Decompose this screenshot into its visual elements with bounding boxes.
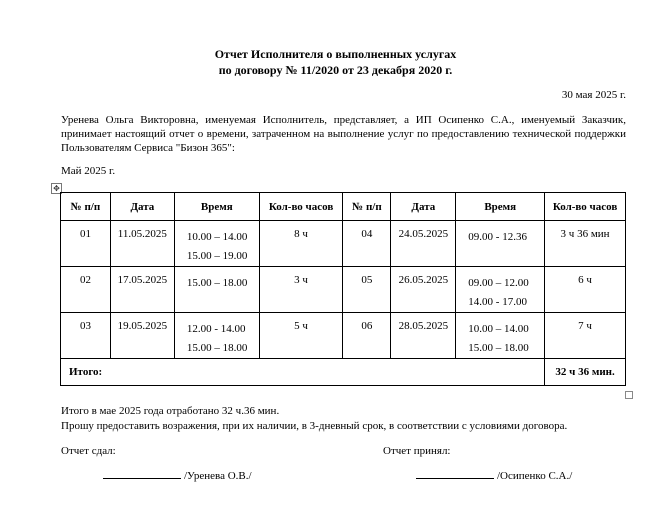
cell-num[interactable]: 03: [61, 313, 111, 359]
cell-time[interactable]: [174, 267, 259, 313]
cell-hours[interactable]: 6 ч: [545, 267, 626, 313]
signature-blank-line: [416, 468, 494, 479]
summary-request-line: Прошу предоставить возражения, при их наличии, в 3-дневный срок, в соответствии с условиями договора.: [61, 420, 568, 432]
col-header-date: Дата: [110, 193, 174, 221]
col-header-num-2: № п/п: [343, 193, 391, 221]
total-label[interactable]: Итого:: [61, 359, 545, 386]
cell-num[interactable]: 02: [61, 267, 111, 313]
col-header-hours-2: Кол-во часов: [545, 193, 626, 221]
contract-reference: по договору № 11/2020 от 23 декабря 2020 г.: [218, 63, 453, 77]
cell-time[interactable]: [456, 221, 545, 267]
signature-right: [416, 468, 572, 482]
table-row: [61, 313, 626, 359]
report-month: Май 2025 г.: [61, 165, 116, 177]
time-interval: 09.00 - 12.36: [468, 231, 527, 243]
cell-hours[interactable]: 8 ч: [259, 221, 343, 267]
cell-num[interactable]: 06: [343, 313, 391, 359]
summary-total-line: Итого в мае 2025 года отработано 32 ч.36 мин.: [61, 405, 280, 417]
cell-num[interactable]: 04: [343, 221, 391, 267]
time-interval: 15.00 – 18.00: [186, 277, 248, 289]
summary-block: [61, 404, 567, 434]
time-interval: 09.00 – 12.00: [468, 277, 529, 289]
cell-time[interactable]: [174, 313, 259, 359]
time-interval: 14.00 - 17.00: [468, 296, 527, 308]
signature-left: [103, 468, 252, 482]
col-header-time: Время: [174, 193, 259, 221]
cell-date[interactable]: 26.05.2025: [391, 267, 456, 313]
signature-label-submitted: Отчет сдал:: [61, 445, 116, 457]
time-interval: 12.00 - 14.00: [186, 323, 246, 335]
cell-num[interactable]: 05: [343, 267, 391, 313]
col-header-date-2: Дата: [391, 193, 456, 221]
report-title: Отчет Исполнителя о выполненных услугах: [214, 47, 457, 61]
signature-name-right: /Осипенко С.А./: [497, 470, 573, 482]
time-interval: 10.00 – 14.00: [468, 323, 529, 335]
cell-num[interactable]: 01: [61, 221, 111, 267]
cell-hours[interactable]: 3 ч: [259, 267, 343, 313]
intro-paragraph: Уренева Ольга Викторовна, именуемая Исполнитель, представляет, а ИП Осипенко С.А., именуемый Заказчик, принимает настоящий отчет о времени, затраченном на выполнение услуг по предоставлению технической поддержки Пользователям Сервиса "Бизон 365":: [61, 114, 626, 154]
col-header-time-2: Время: [456, 193, 545, 221]
cell-hours[interactable]: 7 ч: [545, 313, 626, 359]
report-date: 30 мая 2025 г.: [561, 89, 626, 101]
signature-blank-line: [103, 468, 181, 479]
table-header-row: [61, 193, 626, 221]
table-row: [61, 221, 626, 267]
hours-table: [60, 192, 626, 386]
time-interval: 15.00 – 19.00: [186, 250, 248, 262]
resize-handle-icon[interactable]: [625, 391, 633, 399]
cell-time[interactable]: [456, 313, 545, 359]
signature-name-left: /Уренева О.В./: [184, 470, 252, 482]
cell-date[interactable]: 24.05.2025: [391, 221, 456, 267]
signature-label-accepted: Отчет принял:: [383, 445, 451, 457]
total-value[interactable]: 32 ч 36 мин.: [545, 359, 626, 386]
table-row: [61, 267, 626, 313]
time-interval: 10.00 – 14.00: [186, 231, 248, 243]
cell-date[interactable]: 28.05.2025: [391, 313, 456, 359]
cell-date[interactable]: 11.05.2025: [110, 221, 174, 267]
cell-hours[interactable]: 5 ч: [259, 313, 343, 359]
time-interval: 15.00 – 18.00: [468, 342, 529, 354]
cell-time[interactable]: [174, 221, 259, 267]
col-header-hours: Кол-во часов: [259, 193, 343, 221]
cell-time[interactable]: [456, 267, 545, 313]
move-icon[interactable]: ✥: [51, 183, 62, 194]
total-row: [61, 359, 626, 386]
col-header-num: № п/п: [61, 193, 111, 221]
cell-date[interactable]: 17.05.2025: [110, 267, 174, 313]
time-interval: 15.00 – 18.00: [186, 342, 248, 354]
cell-hours[interactable]: 3 ч 36 мин: [545, 221, 626, 267]
cell-date[interactable]: 19.05.2025: [110, 313, 174, 359]
